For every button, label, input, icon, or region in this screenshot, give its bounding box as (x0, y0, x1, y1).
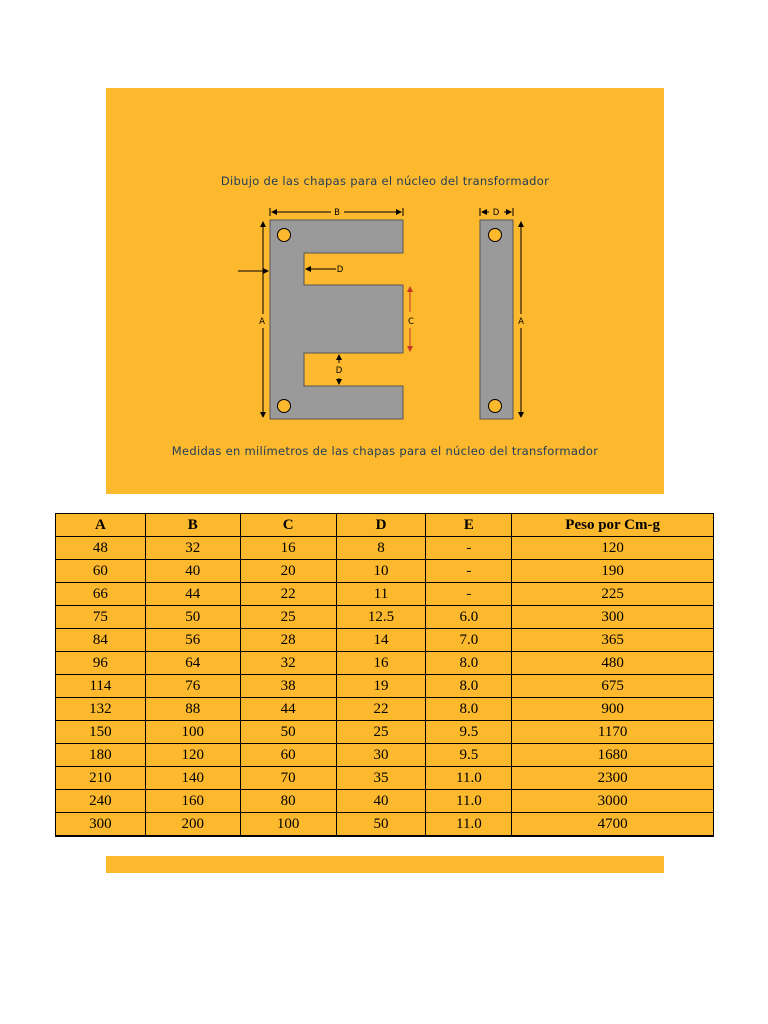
table-cell: 60 (56, 560, 146, 583)
table-cell: 88 (145, 698, 240, 721)
table-row (56, 721, 714, 744)
i-lamination-shape (480, 220, 513, 419)
table-cell: 64 (145, 652, 240, 675)
table-row (56, 537, 714, 560)
table-cell: 100 (145, 721, 240, 744)
table-cell: 12.5 (336, 606, 426, 629)
table-cell: 200 (145, 813, 240, 837)
table-cell: 100 (240, 813, 336, 837)
table-cell: 28 (240, 629, 336, 652)
table-cell: 44 (145, 583, 240, 606)
table-cell: 11 (336, 583, 426, 606)
decorative-footer-bar (106, 856, 664, 873)
table-cell: 480 (512, 652, 714, 675)
table-cell: 120 (145, 744, 240, 767)
table-cell: 20 (240, 560, 336, 583)
table-cell: 180 (56, 744, 146, 767)
table-cell: 14 (336, 629, 426, 652)
table-row (56, 698, 714, 721)
table-cell: 16 (336, 652, 426, 675)
table-cell: - (426, 537, 512, 560)
diagram-title: Dibujo de las chapas para el núcleo del transformador (220, 174, 550, 188)
label-a-right: A (518, 317, 524, 327)
i-hole-top (489, 229, 502, 242)
table-cell: 22 (240, 583, 336, 606)
i-hole-bottom (489, 400, 502, 413)
e-hole-bottom (278, 400, 291, 413)
table-cell: 30 (336, 744, 426, 767)
table-cell: 240 (56, 790, 146, 813)
table-cell: 25 (336, 721, 426, 744)
table-cell: 40 (336, 790, 426, 813)
header-a: A (56, 514, 146, 537)
table-cell: 66 (56, 583, 146, 606)
table-cell: 22 (336, 698, 426, 721)
table-cell: 19 (336, 675, 426, 698)
table-cell: 132 (56, 698, 146, 721)
table-cell: 50 (145, 606, 240, 629)
table-row (56, 560, 714, 583)
table-cell: 50 (336, 813, 426, 837)
table-cell: 50 (240, 721, 336, 744)
table-row (56, 675, 714, 698)
table-cell: 1680 (512, 744, 714, 767)
table-cell: 32 (240, 652, 336, 675)
header-b: B (145, 514, 240, 537)
table-cell: 1170 (512, 721, 714, 744)
table-cell: 190 (512, 560, 714, 583)
table-cell: 4700 (512, 813, 714, 837)
table-cell: 300 (56, 813, 146, 837)
table-cell: 8.0 (426, 652, 512, 675)
table-cell: 11.0 (426, 813, 512, 837)
table-cell: 9.5 (426, 744, 512, 767)
table-cell: 160 (145, 790, 240, 813)
table-row (56, 583, 714, 606)
table-cell: 96 (56, 652, 146, 675)
table-row (56, 629, 714, 652)
lamination-drawing (106, 88, 664, 494)
table-cell: - (426, 583, 512, 606)
table-row (56, 744, 714, 767)
table-cell: 56 (145, 629, 240, 652)
e-hole-top (278, 229, 291, 242)
table-cell: 150 (56, 721, 146, 744)
table-cell: 2300 (512, 767, 714, 790)
table-cell: - (426, 560, 512, 583)
table-row (56, 767, 714, 790)
e-lamination-shape (270, 220, 403, 419)
table-cell: 114 (56, 675, 146, 698)
table-row (56, 790, 714, 813)
table-cell: 40 (145, 560, 240, 583)
header-c: C (240, 514, 336, 537)
table-cell: 300 (512, 606, 714, 629)
table-cell: 38 (240, 675, 336, 698)
table-cell: 80 (240, 790, 336, 813)
table-cell: 210 (56, 767, 146, 790)
dimensions-table (55, 513, 714, 837)
table-row (56, 606, 714, 629)
table-cell: 6.0 (426, 606, 512, 629)
label-d-top: D (492, 208, 500, 218)
header-e: E (426, 514, 512, 537)
table-cell: 60 (240, 744, 336, 767)
table-cell: 76 (145, 675, 240, 698)
table-cell: 75 (56, 606, 146, 629)
label-c: C (408, 317, 414, 327)
table-cell: 120 (512, 537, 714, 560)
table-cell: 84 (56, 629, 146, 652)
table-cell: 8 (336, 537, 426, 560)
table-cell: 140 (145, 767, 240, 790)
table-cell: 32 (145, 537, 240, 560)
diagram-subtitle: Medidas en milímetros de las chapas para el núcleo del transformador (171, 444, 599, 458)
diagram-panel (106, 88, 664, 494)
table-cell: 7.0 (426, 629, 512, 652)
table-header-row (56, 514, 714, 537)
table-cell: 8.0 (426, 675, 512, 698)
table-cell: 365 (512, 629, 714, 652)
table-cell: 35 (336, 767, 426, 790)
table-cell: 70 (240, 767, 336, 790)
label-d-inner: D (335, 366, 343, 376)
table-cell: 48 (56, 537, 146, 560)
table-cell: 44 (240, 698, 336, 721)
label-b: B (334, 208, 340, 218)
table-cell: 11.0 (426, 767, 512, 790)
table-row (56, 813, 714, 837)
table-cell: 10 (336, 560, 426, 583)
table-cell: 8.0 (426, 698, 512, 721)
table-cell: 675 (512, 675, 714, 698)
table-cell: 16 (240, 537, 336, 560)
header-peso: Peso por Cm-g (512, 514, 714, 537)
label-a-left: A (259, 317, 265, 327)
table-cell: 25 (240, 606, 336, 629)
header-d: D (336, 514, 426, 537)
table-cell: 900 (512, 698, 714, 721)
table-cell: 9.5 (426, 721, 512, 744)
table-cell: 225 (512, 583, 714, 606)
table-row (56, 652, 714, 675)
label-d-slot: D (336, 265, 344, 275)
table-cell: 3000 (512, 790, 714, 813)
table-cell: 11.0 (426, 790, 512, 813)
